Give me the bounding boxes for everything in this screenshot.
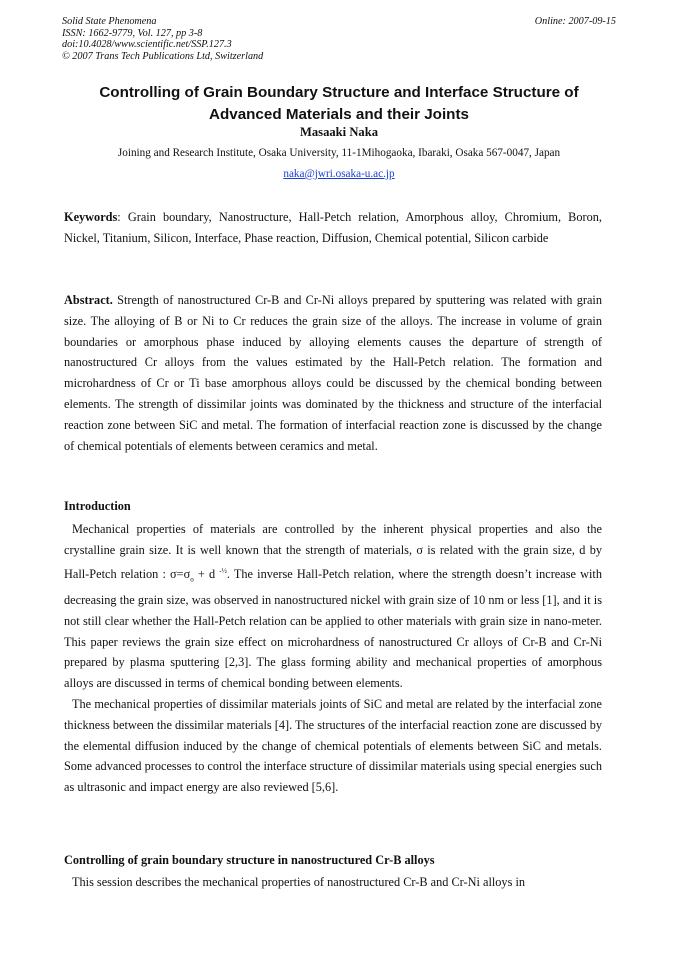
intro-paragraph-2: The mechanical properties of dissimilar materials joints of SiC and metal are related by the interfacial zone thickness between the dissimilar materials [4]. The structures of the interfacial reaction zone are discussed by the elemental diffusion induced by the change of chemical potentials of elements between SiC and metals. Some advanced processes to control the interface structure of dissimilar materials using special energies such as ultrasonic and impact energy are also reviewed [5,6]. [64, 696, 602, 795]
keywords-text: : Grain boundary, Nanostructure, Hall-Petch relation, Amorphous alloy, Chromium, Boron, Nickel, Titanium, Silicon, Interface, Phase reaction, Diffusion, Chemical potential, Silicon carbide [64, 210, 602, 245]
journal-info [62, 16, 263, 62]
intro-p1-part-b: + d [193, 566, 220, 581]
exponent-superscript: -½ [219, 566, 227, 575]
section-2-text: This session describes the mechanical properties of nanostructured Cr-B and Cr-Ni alloys in [72, 875, 526, 889]
title-line-2: Advanced Materials and their Joints [209, 106, 469, 123]
keywords-section [64, 207, 602, 249]
title-line-1: Controlling of Grain Boundary Structure and Interface Structure of [99, 84, 579, 101]
affiliation: Joining and Research Institute, Osaka University, 11-1Mihogaoka, Ibaraki, Osaka 567-0047, Japan [117, 147, 561, 159]
sigma-subscript: o [190, 575, 194, 584]
journal-name: Solid State Phenomena [62, 16, 157, 27]
online-date: Online: 2007-09-15 [534, 16, 616, 27]
doi-line: doi:10.4028/www.scientific.net/SSP.127.3 [62, 39, 232, 51]
intro-p1-part-a: Mechanical properties of materials are controlled by the inherent physical properties and also the crystalline grain size. It is well known that the strength of materials, σ is related with the grain size, d by Hall-Petch relation : σ=σ [64, 522, 602, 581]
copyright-line: © 2007 Trans Tech Publications Ltd, Switzerland [62, 50, 264, 62]
keywords-label: Keywords [64, 210, 118, 224]
abstract-section [64, 290, 602, 456]
abstract-text: Strength of nanostructured Cr-B and Cr-Ni alloys prepared by sputtering was related with grain size. The alloying of B or Ni to Cr reduces the grain size of the alloys. The increase in volume of grain boundaries or amorphous phase induced by alloying elements causes the departure of strength of nanostructured Cr alloys from the values estimated by the Hall-Petch relation. The formation and microhardness of Cr or Ti base amorphous alloys could be discussed by the chemical bonding between elements. The strength of dissimilar joints was dominated by the thickness and structure of the interfacial reaction zone between SiC and metal. The formation of interfacial reaction zone is discussed by the change of chemical potentials of elements between ceramics and metal. [64, 293, 602, 453]
intro-p1-part-c: . The inverse Hall-Petch relation, where the strength doesn’t increase with decreasing the grain size, was observed in nanostructured nickel with grain size of 10 nm or less [1], and it is not still clear whether the Hall-Petch relation can be applied to other materials with grain size in nano-meter. This paper reviews the grain size effect on microhardness of nanostructured Cr alloys of Cr-B and Cr-Ni prepared by plasma sputtering [2,3]. The glass forming ability and mechanical properties of amorphous alloys are discussed in terms of chemical bonding between elements. [64, 566, 602, 691]
author-name: Masaaki Naka [299, 125, 379, 139]
intro-paragraph-1 [64, 519, 602, 694]
abstract-label: Abstract. [64, 293, 113, 307]
email-link[interactable]: naka@jwri.osaka-u.ac.jp [283, 168, 395, 180]
introduction-heading: Introduction [64, 499, 131, 513]
introduction-body [64, 519, 602, 798]
section-2-heading: Controlling of grain boundary structure in nanostructured Cr-B alloys [64, 853, 435, 867]
issn-line: ISSN: 1662-9779, Vol. 127, pp 3-8 [62, 27, 203, 39]
paper-title [40, 82, 638, 126]
email-line [0, 168, 678, 180]
